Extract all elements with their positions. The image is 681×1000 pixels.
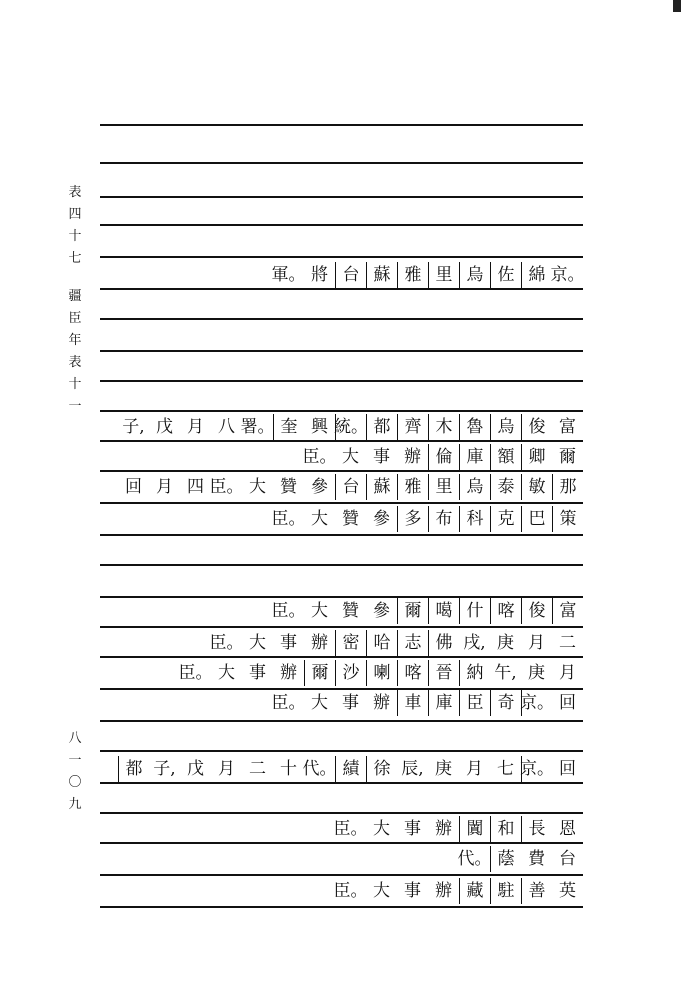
table-cell: 卿	[521, 444, 552, 470]
table-cell: 月	[559, 663, 576, 683]
table-cell: 佐	[490, 262, 521, 288]
page-edge-mark	[673, 0, 681, 12]
table-cell: 俊	[521, 414, 552, 440]
table-rule	[100, 564, 583, 566]
table-cell: 京。	[521, 756, 552, 782]
table-cell: 大	[311, 601, 328, 621]
page-number	[60, 728, 90, 816]
table-row	[100, 660, 583, 686]
table-cell: 績	[335, 756, 366, 782]
table-row	[100, 506, 583, 532]
table-cell: 和	[490, 816, 521, 842]
table-cell: 蘇	[366, 262, 397, 288]
table-cell: 回	[125, 477, 142, 497]
margin-title	[60, 182, 90, 270]
margin-title-char: 表	[68, 185, 82, 200]
table-cell: 噶	[428, 598, 459, 624]
table-cell: 爾	[304, 660, 335, 686]
table-cell: 參	[373, 509, 390, 529]
table-cell: 月	[187, 417, 204, 437]
table-cell: 台	[559, 849, 576, 869]
table-cell: 佛	[428, 630, 459, 656]
margin-title-char: 四	[68, 207, 82, 222]
table-rule	[100, 720, 583, 722]
table-cell: 奇	[490, 690, 521, 716]
table-cell: 喀	[490, 598, 521, 624]
table-cell: 闐	[459, 816, 490, 842]
table-row	[100, 474, 583, 500]
table-cell: 俊	[521, 598, 552, 624]
table-cell: 事	[342, 693, 359, 713]
table-row	[100, 756, 583, 782]
table-row	[100, 262, 583, 288]
table-cell: 里	[428, 474, 459, 500]
table-cell: 軍。	[271, 265, 306, 285]
table-cell: 倫	[428, 444, 459, 470]
table-rule	[100, 782, 583, 784]
table-cell: 戊	[187, 759, 204, 779]
table-cell: 八	[218, 417, 235, 437]
table-cell: 月	[218, 759, 235, 779]
table-cell: 事	[280, 633, 297, 653]
margin-subtitle-char: 一	[68, 399, 82, 414]
table-cell: 庫	[428, 690, 459, 716]
table-cell: 二	[559, 633, 576, 653]
table-cell: 富	[552, 598, 583, 624]
table-row	[100, 878, 583, 904]
table-cell: 月	[156, 477, 173, 497]
table-cell: 喇	[366, 660, 397, 686]
table-cell: 策	[552, 506, 583, 532]
table-cell: 晉	[428, 660, 459, 686]
table-cell: 戊	[156, 417, 173, 437]
table-cell: 贊	[280, 477, 297, 497]
table-rule	[100, 750, 583, 752]
table-cell: 納	[459, 660, 490, 686]
table-cell: 大	[311, 693, 328, 713]
table-cell: 徐	[366, 756, 397, 782]
table-cell: 二	[249, 759, 266, 779]
table-cell: 回	[559, 693, 576, 713]
table-cell: 臣。	[333, 881, 368, 901]
table-cell: 蔭	[490, 846, 521, 872]
table-cell: 代。	[302, 759, 337, 779]
table-cell: 辦	[373, 693, 390, 713]
table-cell: 十	[280, 759, 297, 779]
table-cell: 將	[311, 265, 328, 285]
table-cell: 子,	[153, 759, 176, 779]
table-cell: 都	[118, 756, 149, 782]
table-cell: 里	[428, 262, 459, 288]
table-cell: 大	[373, 819, 390, 839]
table-cell: 富	[559, 417, 576, 437]
table-cell: 大	[342, 447, 359, 467]
table-cell: 車	[397, 690, 428, 716]
page-number-char: 〇	[68, 775, 82, 790]
table-cell: 烏	[490, 414, 521, 440]
table-cell: 駐	[490, 878, 521, 904]
table-cell: 臣。	[271, 601, 306, 621]
table-cell: 泰	[490, 474, 521, 500]
table-cell: 辦	[435, 881, 452, 901]
table-cell: 事	[249, 663, 266, 683]
table-cell: 四	[187, 477, 204, 497]
table-cell: 贊	[342, 509, 359, 529]
table-cell: 烏	[459, 262, 490, 288]
table-cell: 魯	[459, 414, 490, 440]
table-rule	[100, 534, 583, 536]
table-cell: 代。	[457, 849, 492, 869]
table-cell: 庚	[528, 663, 545, 683]
table-rule	[100, 196, 583, 198]
table-cell: 烏	[459, 474, 490, 500]
margin-subtitle-char: 年	[68, 333, 82, 348]
table-cell: 布	[428, 506, 459, 532]
table-rule	[100, 440, 583, 442]
table-cell: 辦	[280, 663, 297, 683]
table-cell: 奎	[273, 414, 304, 440]
table-rule	[100, 380, 583, 382]
table-rule	[100, 812, 583, 814]
table-cell: 辦	[435, 819, 452, 839]
table-cell: 哈	[366, 630, 397, 656]
table-cell: 英	[559, 881, 576, 901]
table-cell: 臣。	[271, 693, 306, 713]
table-rule	[100, 350, 583, 352]
table-rule	[100, 502, 583, 504]
table-cell: 興	[311, 417, 328, 437]
table-cell: 庚	[497, 633, 514, 653]
table-cell: 沙	[335, 660, 366, 686]
table-cell: 庫	[459, 444, 490, 470]
table-cell: 那	[552, 474, 583, 500]
table-cell: 巴	[521, 506, 552, 532]
table-cell: 蘇	[366, 474, 397, 500]
table-cell: 科	[459, 506, 490, 532]
table-rule	[100, 410, 583, 412]
table-cell: 爾	[397, 598, 428, 624]
table-cell: 大	[373, 881, 390, 901]
table-cell: 台	[335, 262, 366, 288]
table-cell: 參	[311, 477, 328, 497]
table-cell: 辦	[311, 633, 328, 653]
table-cell: 贊	[342, 601, 359, 621]
table-rule	[100, 288, 583, 290]
table-cell: 敏	[521, 474, 552, 500]
table-cell: 雅	[397, 262, 428, 288]
table-rule	[100, 656, 583, 658]
table-cell: 大	[249, 477, 266, 497]
margin-title-char: 七	[68, 251, 82, 266]
page-number-char: 一	[68, 753, 82, 768]
table-rule	[100, 842, 583, 844]
table-cell: 月	[466, 759, 483, 779]
table-cell: 額	[490, 444, 521, 470]
table-cell: 大	[311, 509, 328, 529]
table-row	[100, 846, 583, 872]
margin-subtitle-char: 疆	[68, 289, 82, 304]
table-rule	[100, 470, 583, 472]
table-rule	[100, 318, 583, 320]
table-rule	[100, 874, 583, 876]
table-row	[100, 816, 583, 842]
table-cell: 密	[335, 630, 366, 656]
table-cell: 京。	[521, 690, 552, 716]
table-cell: 回	[559, 759, 576, 779]
table-rule	[100, 906, 583, 908]
margin-subtitle	[60, 286, 90, 418]
margin-subtitle-char: 表	[68, 355, 82, 370]
table-cell: 善	[521, 878, 552, 904]
margin-title-char: 十	[68, 229, 82, 244]
table-cell: 雅	[397, 474, 428, 500]
margin-subtitle-char: 臣	[68, 311, 82, 326]
table-cell: 綿	[521, 262, 552, 288]
table-cell: 臣。	[333, 819, 368, 839]
table-cell: 七	[497, 759, 514, 779]
table-cell: 台	[335, 474, 366, 500]
table-cell: 齊	[397, 414, 428, 440]
table-cell: 午,	[494, 663, 517, 683]
table-rule	[100, 256, 583, 258]
table-rule	[100, 124, 583, 126]
table-cell: 月	[528, 633, 545, 653]
table-row	[100, 444, 583, 470]
table-cell: 長	[521, 816, 552, 842]
table-row	[100, 630, 583, 656]
table-cell: 事	[404, 881, 421, 901]
table-cell: 大	[249, 633, 266, 653]
table-cell: 多	[397, 506, 428, 532]
table-cell: 什	[459, 598, 490, 624]
page-number-char: 八	[68, 731, 82, 746]
table-cell: 臣。	[302, 447, 337, 467]
page-number-char: 九	[68, 797, 82, 812]
table-cell: 署。	[240, 417, 275, 437]
table-cell: 恩	[559, 819, 576, 839]
table-cell: 事	[404, 819, 421, 839]
table-cell: 藏	[459, 878, 490, 904]
table-cell: 臣	[459, 690, 490, 716]
table-rule	[100, 162, 583, 164]
table-cell: 克	[490, 506, 521, 532]
table-cell: 臣。	[209, 633, 244, 653]
table-cell: 木	[428, 414, 459, 440]
table-cell: 戌,	[463, 633, 486, 653]
table-cell: 辦	[404, 447, 421, 467]
table-row	[100, 598, 583, 624]
table-cell: 都	[366, 414, 397, 440]
table-cell: 統。	[335, 414, 366, 440]
table-row	[100, 414, 583, 440]
table-cell: 參	[373, 601, 390, 621]
margin-subtitle-char: 十	[68, 377, 82, 392]
table-cell: 事	[373, 447, 390, 467]
table-rule	[100, 626, 583, 628]
table-cell: 費	[528, 849, 545, 869]
table-row	[100, 690, 583, 716]
table-cell: 志	[397, 630, 428, 656]
table-cell: 庚	[435, 759, 452, 779]
table-cell: 臣。	[271, 509, 306, 529]
table-rule	[100, 224, 583, 226]
table-cell: 臣。	[178, 663, 213, 683]
table-cell: 喀	[397, 660, 428, 686]
table-cell: 大	[218, 663, 235, 683]
table-cell: 辰,	[401, 759, 424, 779]
table-cell: 爾	[559, 447, 576, 467]
table-cell: 京。	[550, 265, 585, 285]
table-cell: 臣。	[209, 477, 244, 497]
table-cell: 子,	[122, 417, 145, 437]
